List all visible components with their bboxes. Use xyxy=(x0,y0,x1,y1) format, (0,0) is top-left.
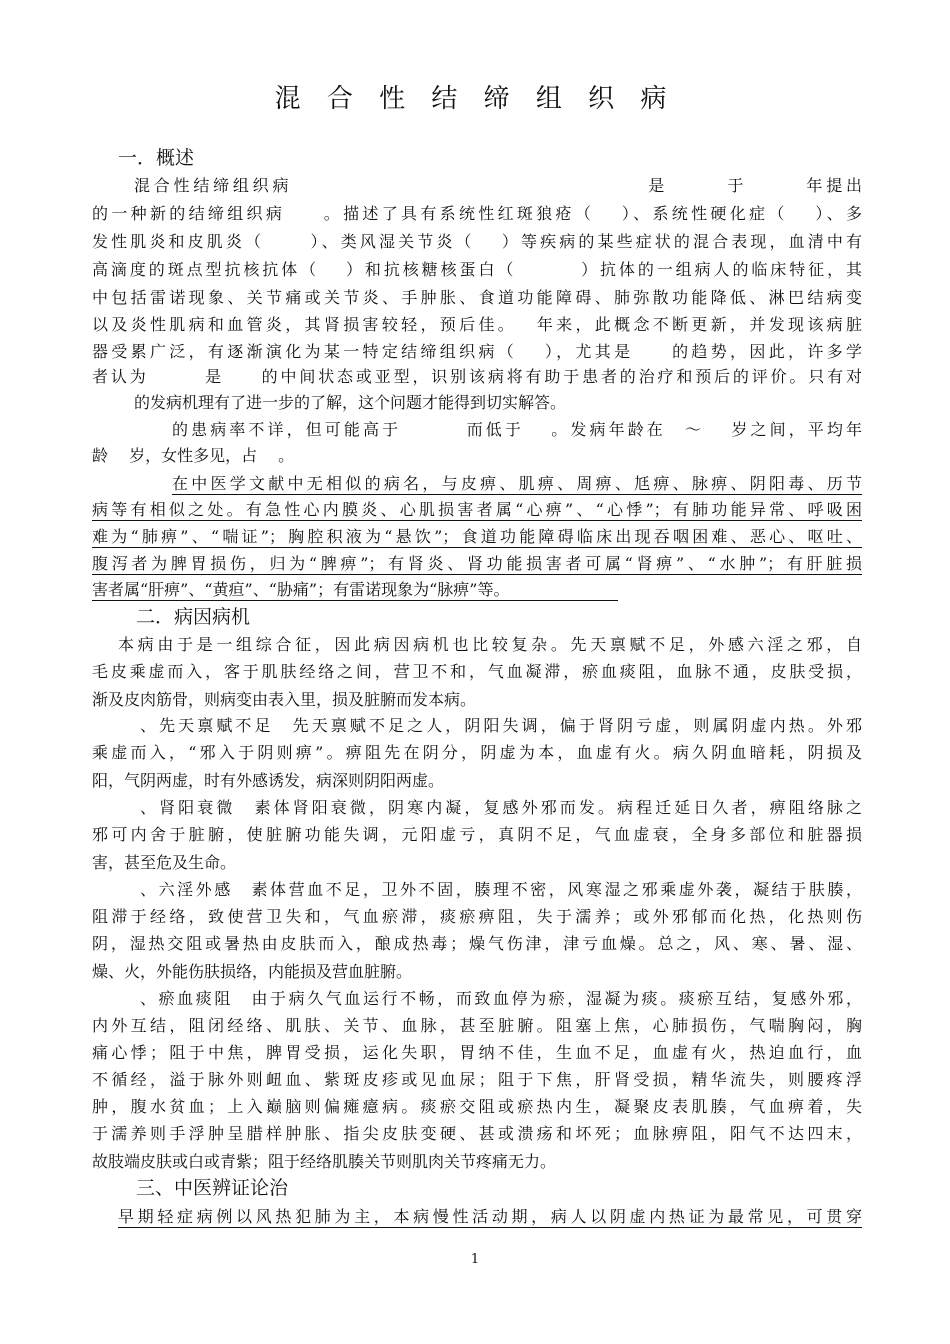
paragraph-line: 的患病率不详，但可能高于 而低于 。发病年龄在 ～ 岁之间，平均年 xyxy=(172,420,862,439)
paragraph-line: 混合性结缔组织病 是 于 年提出 xyxy=(134,176,862,195)
underlined-line: 在中医学文献中无相似的病名，与皮痹、肌痹、周痹、尪痹、脉痹、阴阳毒、历节 xyxy=(172,474,862,493)
underlined-line: 早期轻症病例以风热犯肺为主，本病慢性活动期，病人以阴虚内热证为最常见，可贯穿 xyxy=(118,1207,862,1226)
paragraph-line: 以及炎性肌病和血管炎，其肾损害较轻，预后佳。 年来，此概念不断更新，并发现该病脏 xyxy=(92,315,862,334)
paragraph-line: 器受累广泛，有逐渐演化为某一特定结缔组织病（ ），尤其是 的趋势，因此，许多学 xyxy=(92,342,862,361)
section-heading-etiology: 二．病因病机 xyxy=(136,606,251,628)
paragraph-line: 者认为 是 的中间状态或亚型，识别该病将有助于患者的治疗和预后的评价。只有对 xyxy=(92,367,862,386)
section-heading-tcm: 三、中医辨证论治 xyxy=(136,1177,289,1199)
paragraph-line: 燥、火，外能伤肤损络，内能损及营血脏腑。 xyxy=(92,962,413,981)
paragraph-line: 不循经，溢于脉外则衄血、紫斑皮疹或见血尿；阻于下焦，肝肾受损，精华流失，则腰疼浮 xyxy=(92,1070,862,1089)
underlined-line: 腹泻者为脾胃损伤，归为“脾痹”；有肾炎、肾功能损害者可属“肾痹”、“水肿”；有肝脏损 xyxy=(92,554,862,573)
paragraph-line: 高滴度的斑点型抗核抗体（ ）和抗核糖核蛋白（ ）抗体的一组病人的临床特征，其 xyxy=(92,260,862,279)
underlined-line: 难为“肺痹”、“喘证”；胸腔积液为“悬饮”；食道功能障碍临床出现吞咽困难、恶心、呕吐、 xyxy=(92,527,862,546)
paragraph-line: 故肢端皮肤或白或青紫；阻于经络肌腠关节则肌肉关节疼痛无力。 xyxy=(92,1152,557,1171)
document-title: 混 合 性 结 缔 组 织 病 xyxy=(274,84,676,114)
paragraph-line: 乘虚而入，“邪入于阴则痹”。痹阻先在阴分，阴虚为本，血虚有火。病久阴血暗耗，阴损及 xyxy=(92,743,862,762)
paragraph-line: 阳，气阴两虚，时有外感诱发，病深则阴阳两虚。 xyxy=(92,771,445,790)
paragraph-line: 痛心悸；阻于中焦，脾胃受损，运化失职，胃纳不佳，生血不足，血虚有火，热迫血行，血 xyxy=(92,1043,862,1062)
page-number: 1 xyxy=(470,1252,480,1267)
paragraph-line: 、瘀血痰阻 由于病久气血运行不畅，而致血停为瘀，湿凝为痰。痰瘀互结，复感外邪， xyxy=(140,989,862,1008)
paragraph-line: 渐及皮肉筋骨，则病变由表入里，损及脏腑而发本病。 xyxy=(92,690,477,709)
paragraph-line: 阴，湿热交阻或暑热由皮肤而入，酿成热毒；燥气伤津，津亏血燥。总之，风、寒、暑、湿、 xyxy=(92,934,862,953)
paragraph-line: 肿，腹水贫血；上入巅脑则偏瘫癔病。痰瘀交阻或瘀热内生，凝聚皮表肌腠，气血痹着，失 xyxy=(92,1097,862,1116)
paragraph-line: 毛皮乘虚而入，客于肌肤经络之间，营卫不和，气血凝滞，瘀血痰阻，血脉不通，皮肤受损， xyxy=(92,662,862,681)
paragraph-line: 本病由于是一组综合征，因此病因病机也比较复杂。先天禀赋不足，外感六淫之邪，自 xyxy=(118,635,862,654)
paragraph-line: 的一种新的结缔组织病 。描述了具有系统性红斑狼疮（ ）、系统性硬化症（ ）、多 xyxy=(92,204,862,223)
paragraph-line: 发性肌炎和皮肌炎（ ）、类风湿关节炎（ ）等疾病的某些症状的混合表现，血清中有 xyxy=(92,232,862,251)
paragraph-line: 中包括雷诺现象、关节痛或关节炎、手肿胀、食道功能障碍、肺弥散功能降低、淋巴结病变 xyxy=(92,288,862,307)
paragraph-line: 内外互结，阻闭经络、肌肤、关节、血脉，甚至脏腑。阻塞上焦，心肺损伤，气喘胸闷，胸 xyxy=(92,1016,862,1035)
paragraph-line: 阻滞于经络，致使营卫失和，气血瘀滞，痰瘀痹阻，失于濡养；或外邪郁而化热，化热则伤 xyxy=(92,907,862,926)
paragraph-line: 害，甚至危及生命。 xyxy=(92,853,237,872)
paragraph-line: 、肾阳衰微 素体肾阳衰微，阴寒内凝，复感外邪而发。病程迁延日久者，痹阻络脉之 xyxy=(140,798,862,817)
paragraph-line: 、先天禀赋不足 先天禀赋不足之人，阴阳失调，偏于肾阴亏虚，则属阴虚内热。外邪 xyxy=(140,716,862,735)
section-heading-overview: 一．概述 xyxy=(118,147,195,169)
paragraph-line: 的发病机理有了进一步的了解，这个问题才能得到切实解答。 xyxy=(134,393,567,412)
paragraph-line: 邪可内舍于脏腑，使脏腑功能失调，元阳虚亏，真阴不足，气血虚衰，全身多部位和脏器损 xyxy=(92,825,862,844)
paragraph-line: 龄 岁，女性多见，占 。 xyxy=(92,446,295,465)
paragraph-line: 于濡养则手浮肿呈腊样肿胀、指尖皮肤变硬、甚或溃疡和坏死；血脉痹阻，阳气不达四末， xyxy=(92,1124,862,1143)
paragraph-line: 、六淫外感 素体营血不足，卫外不固，腠理不密，风寒湿之邪乘虚外袭，凝结于肤腠， xyxy=(140,880,862,899)
underlined-line: 害者属“肝痹”、“黄疸”、“胁痛”；有雷诺现象为“脉痹”等。 xyxy=(92,580,618,601)
underlined-line: 病等有相似之处。有急性心内膜炎、心肌损害者属“心痹”、“心悸”；有肺功能异常、呼吸困 xyxy=(92,500,862,519)
